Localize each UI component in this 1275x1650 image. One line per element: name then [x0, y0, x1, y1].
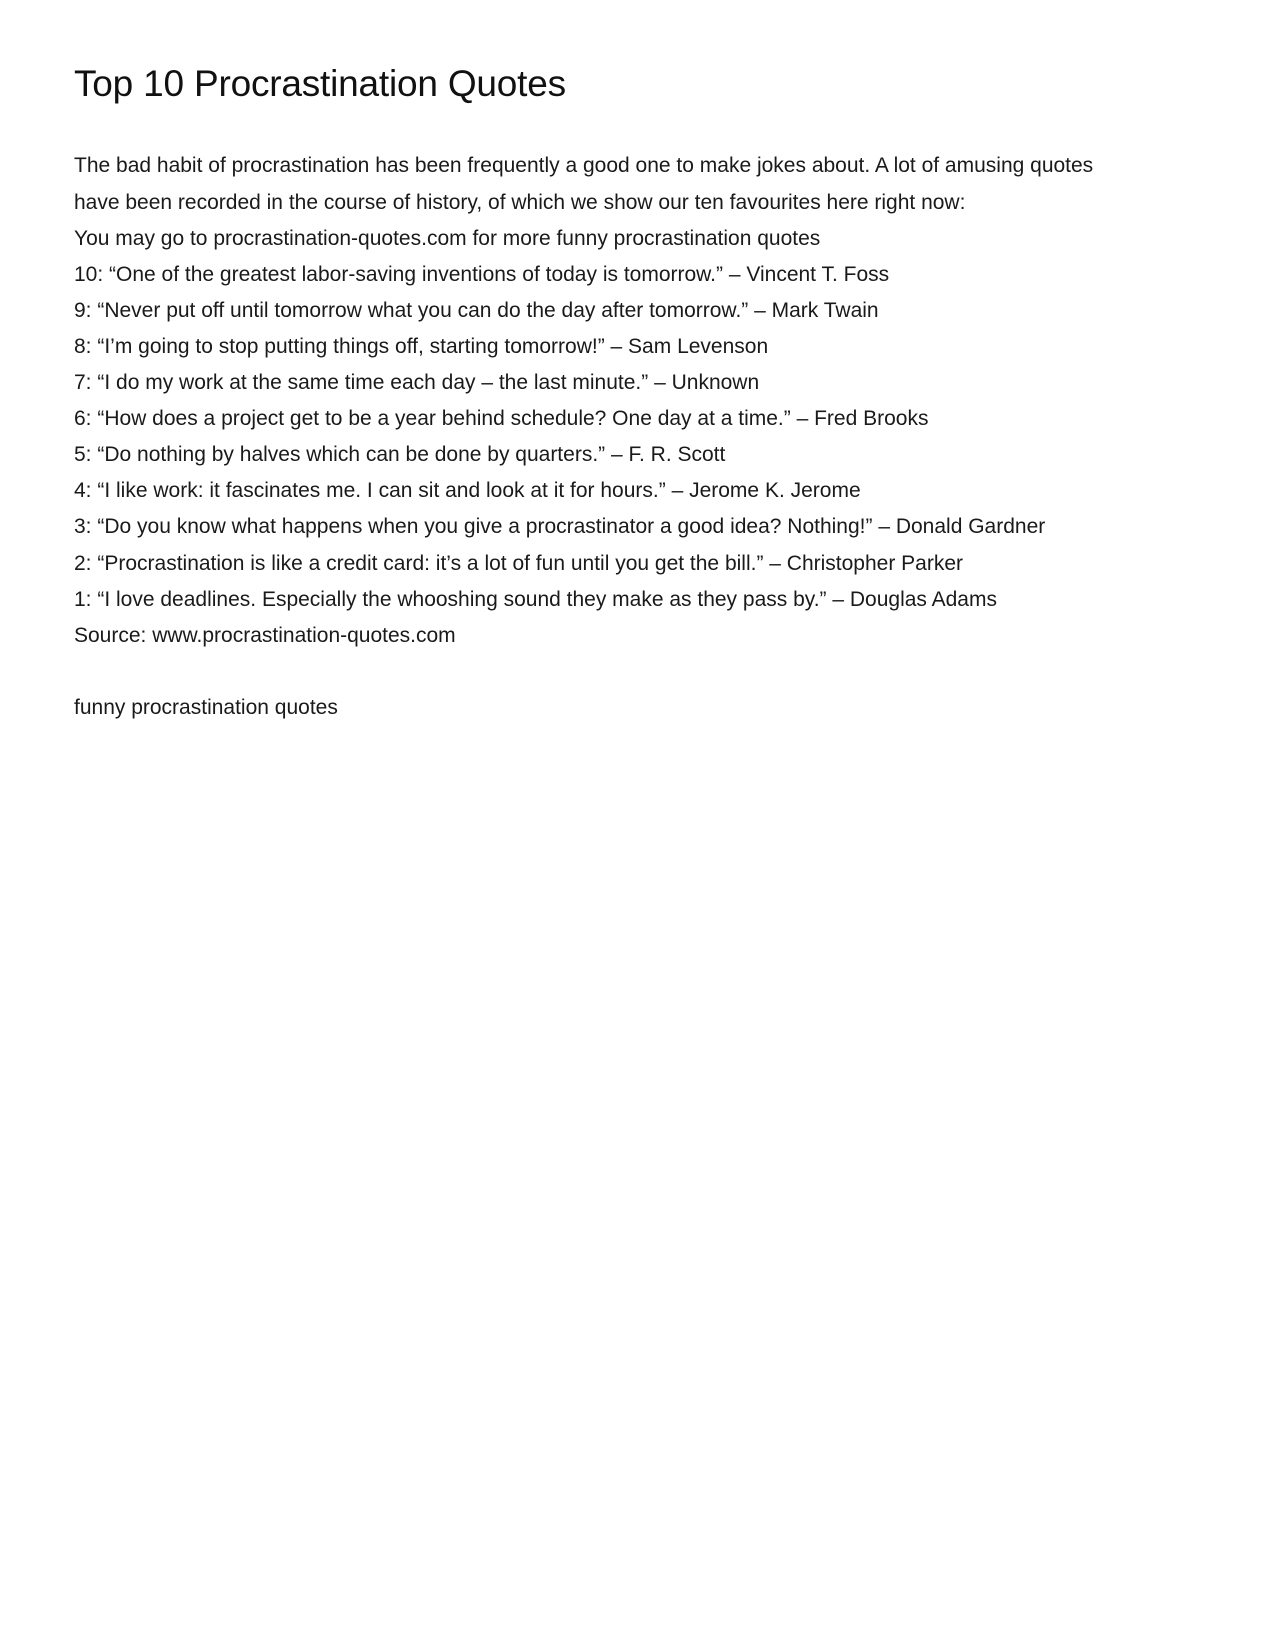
- list-item: 3: “Do you know what happens when you give a procrastinator a good idea? Nothing!” – Donald Gardner: [74, 515, 1046, 539]
- list-item: 9: “Never put off until tomorrow what you can do the day after tomorrow.” – Mark Twain: [74, 298, 879, 322]
- source-line: Source: www.procrastination-quotes.com: [74, 623, 456, 647]
- list-item: 10: “One of the greatest labor-saving inventions of today is tomorrow.” – Vincent T. Foss: [74, 262, 890, 286]
- list-item: 7: “I do my work at the same time each day – the last minute.” – Unknown: [74, 371, 760, 395]
- tag-line: funny procrastination quotes: [74, 695, 338, 719]
- list-item: 6: “How does a project get to be a year behind schedule? One day at a time.” – Fred Brooks: [74, 407, 929, 431]
- quote-list: [74, 257, 1125, 618]
- list-item: 8: “I’m going to stop putting things off, starting tomorrow!” – Sam Levenson: [74, 334, 769, 358]
- page-title: Top 10 Procrastination Quotes: [74, 63, 566, 104]
- intro-paragraph: The bad habit of procrastination has been frequently a good one to make jokes about. A lot of amusing quotes have been recorded in the course of history, of which we show our ten favourites here right now:: [74, 154, 1094, 214]
- list-item: 2: “Procrastination is like a credit card: it’s a lot of fun until you get the bill.” – Christopher Parker: [74, 551, 964, 575]
- list-item: 5: “Do nothing by halves which can be done by quarters.” – F. R. Scott: [74, 443, 726, 467]
- list-item: 4: “I like work: it fascinates me. I can sit and look at it for hours.” – Jerome K. Jerome: [74, 479, 861, 503]
- list-item: 1: “I love deadlines. Especially the whooshing sound they make as they pass by.” – Douglas Adams: [74, 587, 997, 611]
- promo-line: You may go to procrastination-quotes.com for more funny procrastination quotes: [74, 226, 821, 250]
